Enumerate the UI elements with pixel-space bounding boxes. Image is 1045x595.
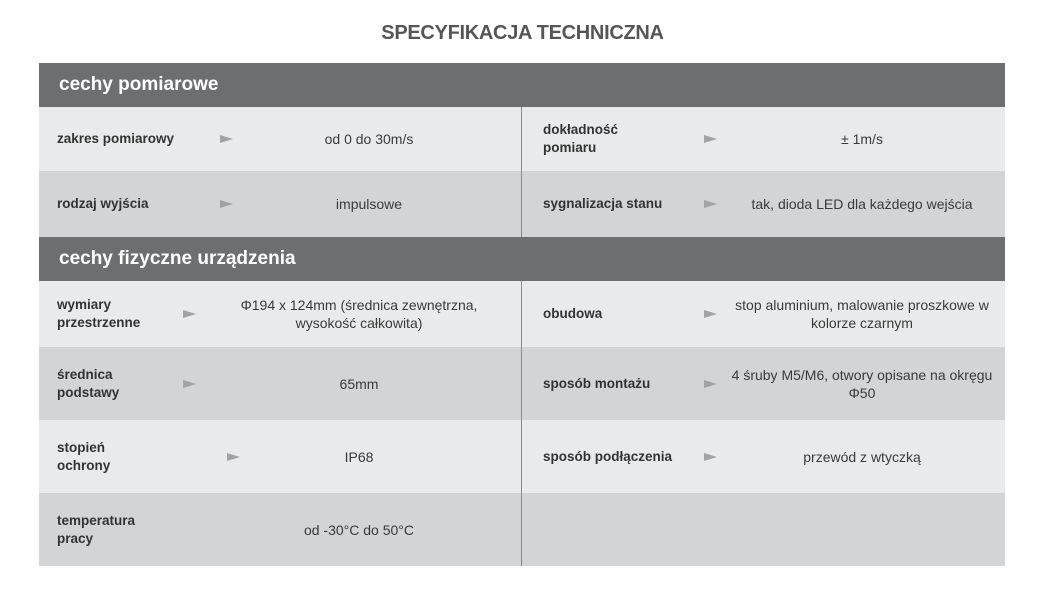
spec-value: przewód z wtyczką [803,448,921,465]
spec-value: tak, dioda LED dla każdego wejścia [751,196,973,212]
spec-cell [39,493,522,566]
spec-label: rodzaj wyjścia [57,196,149,211]
spec-label: sygnalizacja stanu [543,196,663,211]
spec-label: zakres pomiarowy [57,131,175,146]
arrow-right-icon [183,380,196,388]
spec-cell [522,420,1005,493]
spec-label: wymiary przestrzenne [57,297,141,330]
spec-label: średnica podstawy [57,366,120,400]
arrow-right-icon [704,135,717,143]
section-header-measurement: cechy pomiarowe [39,63,1005,107]
spec-label: stopień ochrony [57,439,111,473]
spec-value: 4 śruby M5/M6, otwory opisane na okręgu Φ50 [731,366,993,401]
table-row [39,281,1005,347]
spec-cell [39,107,522,171]
table-row [39,420,1005,493]
table-row [39,493,1005,566]
section-header-physical: cechy fizyczne urządzenia [39,237,1005,281]
spec-value: stop aluminium, malowanie proszkowe w kolorze czarnym [735,297,989,331]
spec-cell [522,347,1005,420]
spec-label: temperatura pracy [57,512,136,546]
spec-cell [522,281,1005,347]
spec-cell-empty [522,493,1005,566]
spec-label: dokładność pomiaru [543,122,619,155]
spec-value: impulsowe [335,196,403,212]
spec-cell [522,107,1005,171]
spec-label: obudowa [543,306,603,321]
spec-cell [39,281,522,347]
spec-value: IP68 [344,448,374,465]
spec-cell [522,171,1005,237]
spec-value: ± 1m/s [841,131,883,147]
page-title: SPECYFIKACJA TECHNICZNA [381,22,664,44]
spec-table [39,63,1005,566]
spec-value: 65mm [339,375,379,392]
table-row [39,347,1005,420]
arrow-right-icon [183,310,196,318]
spec-value: od -30°C do 50°C [303,521,415,538]
arrow-right-icon [704,380,717,388]
spec-cell [39,347,522,420]
table-row [39,171,1005,237]
arrow-right-icon [704,310,717,318]
spec-value: od 0 do 30m/s [324,131,414,147]
arrow-right-icon [704,453,717,461]
spec-value: Φ194 x 124mm (średnica zewnętrzna, wysokość całkowita) [240,297,478,331]
table-row [39,107,1005,171]
spec-label: sposób montażu [543,375,651,391]
spec-label: sposób podłączenia [543,448,673,464]
arrow-right-icon [704,200,717,208]
spec-cell [39,420,522,493]
spec-cell [39,171,522,237]
